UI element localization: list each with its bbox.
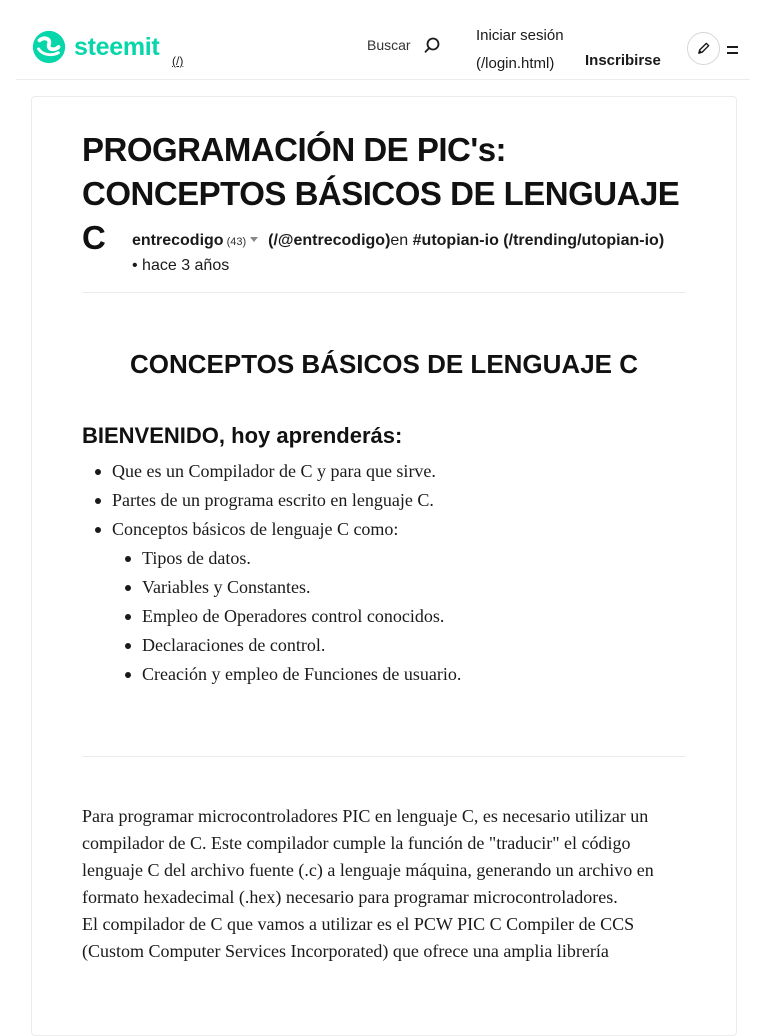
in-label: en xyxy=(390,232,409,249)
body-paragraph: Para programar microcontroladores PIC en lenguaje C, es necesario utilizar un compilador de C. Este compilador cumple la función de "traducir" el código lenguaje C del archivo fuente (.c) a lenguaje máquina, generando un archivo en formato hexadecimal (.hex) necesario para programar microcontroladores. xyxy=(82,806,654,907)
tag-link[interactable]: #utopian-io (/trending/utopian-io) xyxy=(412,232,665,249)
bullet-icon xyxy=(95,469,101,475)
post-time: • hace 3 años xyxy=(132,257,230,274)
section-heading: CONCEPTOS BÁSICOS DE LENGUAJE C xyxy=(129,349,639,379)
site-header xyxy=(16,0,750,80)
section-subheading: BIENVENIDO, hoy aprenderás: xyxy=(82,423,403,448)
sub-list-item xyxy=(82,602,686,631)
list-item xyxy=(82,515,686,544)
divider xyxy=(82,756,686,757)
sub-list-item xyxy=(82,544,686,573)
search-label: Buscar xyxy=(367,37,411,53)
sub-list-item xyxy=(82,660,686,689)
list-item xyxy=(82,486,686,515)
steemit-logo-icon xyxy=(30,28,68,66)
search-icon xyxy=(423,36,441,54)
list-item-text: Declaraciones de control. xyxy=(142,635,326,655)
write-post-button[interactable] xyxy=(687,32,720,65)
pencil-icon xyxy=(696,41,711,56)
list-item-text: Empleo de Operadores control conocidos. xyxy=(142,606,445,626)
list-item-text: Variables y Constantes. xyxy=(142,577,311,597)
author-name[interactable]: entrecodigo xyxy=(132,232,224,249)
bullet-icon xyxy=(125,672,131,678)
bullet-icon xyxy=(125,556,131,562)
bullet-icon xyxy=(125,614,131,620)
home-link-url[interactable]: (/) xyxy=(172,54,184,68)
sub-list-item xyxy=(82,573,686,602)
author-profile-link[interactable]: (/@entrecodigo) xyxy=(268,232,391,249)
steemit-logo-link[interactable] xyxy=(30,28,159,66)
bullet-icon xyxy=(125,643,131,649)
divider xyxy=(82,292,686,293)
menu-icon[interactable] xyxy=(727,43,739,57)
search-button[interactable] xyxy=(367,36,441,54)
list-item-text: Tipos de datos. xyxy=(142,548,251,568)
brand-name: steemit xyxy=(74,32,160,61)
chevron-down-icon[interactable] xyxy=(250,237,258,242)
sub-list-item xyxy=(82,631,686,660)
author-reputation: (43) xyxy=(226,236,247,248)
post-meta xyxy=(132,229,702,277)
login-link[interactable]: Iniciar sesión (/login.html) xyxy=(476,27,564,72)
list-item-text: Creación y empleo de Funciones de usuario. xyxy=(142,664,462,684)
topics-list xyxy=(82,457,686,689)
post-body xyxy=(82,803,686,965)
bullet-icon xyxy=(95,498,101,504)
list-item-text: Partes de un programa escrito en lenguaje C. xyxy=(112,490,434,510)
list-item-text: Conceptos básicos de lenguaje C como: xyxy=(112,519,399,539)
bullet-icon xyxy=(95,527,101,533)
list-item xyxy=(82,457,686,486)
body-paragraph: El compilador de C que vamos a utilizar es el PCW PIC C Compiler de CCS (Custom Computer Services Incorporated) que ofrece una amplia librería xyxy=(82,914,635,961)
bullet-icon xyxy=(125,585,131,591)
signup-link[interactable]: Inscribirse xyxy=(585,52,661,69)
list-item-text: Que es un Compilador de C y para que sirve. xyxy=(112,461,436,481)
post-title: PROGRAMACIÓN DE PIC's: CONCEPTOS BÁSICOS DE LENGUAJE C xyxy=(82,131,680,256)
